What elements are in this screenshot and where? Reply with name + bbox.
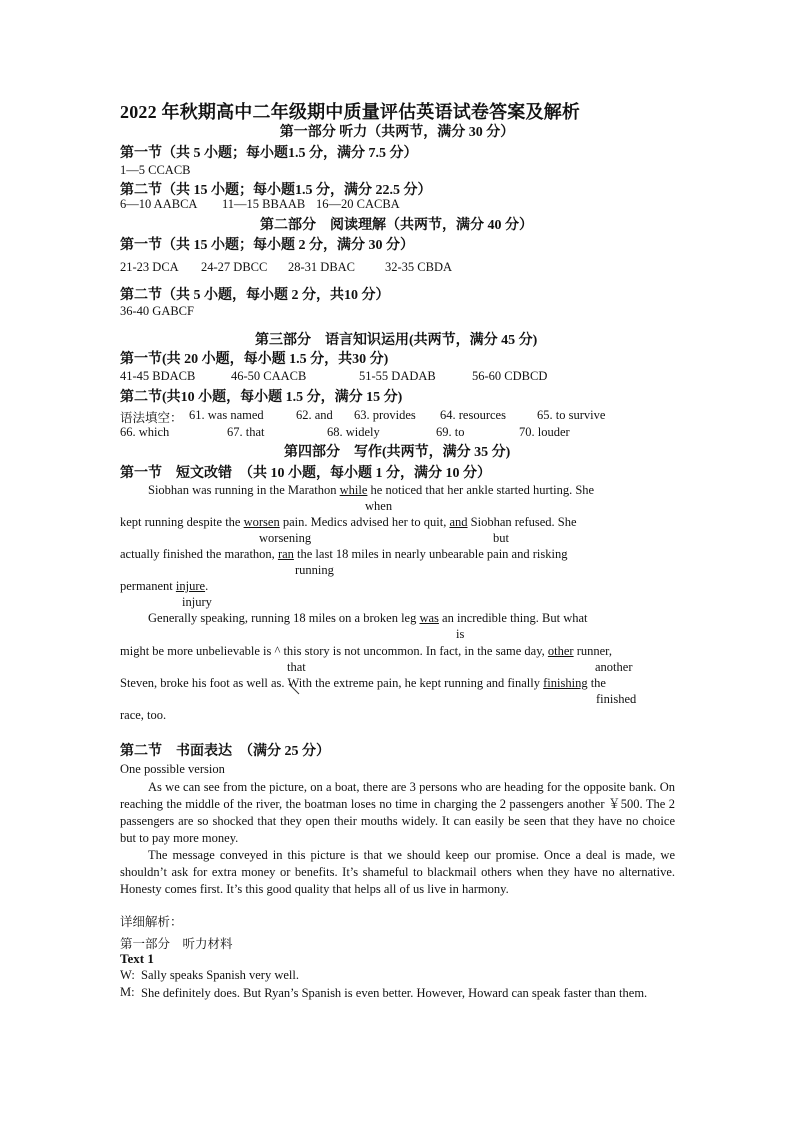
- grammar-answer: 66. which: [120, 425, 170, 439]
- part1-section1-answers: 1—5 CCACB: [120, 163, 191, 177]
- part4-section2-heading: 第二节 书面表达 （满分 25 分）: [120, 744, 330, 759]
- analysis-label: 详细解析：: [120, 915, 183, 929]
- grammar-answer: 61. was named: [189, 408, 264, 422]
- deletion-mark-icon: [287, 682, 301, 696]
- part2-section2-heading: 第二节（共 5 小题，每小题 2 分，共10 分）: [120, 288, 390, 303]
- answer-group: 21-23 DCA: [120, 260, 179, 274]
- essay-paragraph-1: As we can see from the picture, on a boat, there are 3 persons who are heading for the opposite bank. On reaching the middle of the river, the boatman loses no time in charging the 2 passengers another ￥500. The 2 passengers are so shocked that they open their mouths widely. It can easily be seen that they have no choice but to pay more money.: [120, 780, 675, 845]
- correction-note: another: [595, 660, 633, 674]
- answer-group: 11—15 BBAAB: [222, 197, 306, 211]
- part4-section1-heading: 第一节 短文改错 （共 10 小题，每小题 1 分，满分 10 分）: [120, 466, 491, 481]
- grammar-answer: 67. that: [227, 425, 265, 439]
- part1-heading: 第一部分 听力（共两节，满分 30 分）: [279, 125, 515, 140]
- grammar-answer: 64. resources: [440, 408, 506, 422]
- correction-note: running: [295, 563, 334, 577]
- grammar-answer: 63. provides: [354, 408, 416, 422]
- dialog-line-w: Sally speaks Spanish very well.: [141, 968, 299, 982]
- part1-section2-heading: 第二节（共 15 小题；每小题1.5 分，满分 22.5 分）: [120, 183, 432, 198]
- grammar-answer: 70. louder: [519, 425, 570, 439]
- correction-note: finished: [596, 692, 637, 706]
- correction-line-2: kept running despite the worsen pain. Medics advised her to quit, and Siobhan refused. She: [120, 515, 577, 529]
- part1-section1-heading: 第一节（共 5 小题；每小题1.5 分，满分 7.5 分）: [120, 146, 418, 161]
- part4-heading: 第四部分 写作(共两节，满分 35 分): [284, 445, 511, 460]
- answer-group: 16—20 CACBA: [316, 197, 400, 211]
- correction-line-1: Siobhan was running in the Marathon while he noticed that her ankle started hurting. She: [148, 483, 595, 497]
- part2-section2-answers: 36-40 GABCF: [120, 304, 194, 318]
- correction-note: is: [456, 627, 465, 641]
- answer-group: 56-60 CDBCD: [472, 369, 548, 383]
- grammar-label: 语法填空：: [120, 411, 183, 425]
- text-label: Text 1: [120, 951, 154, 966]
- answer-group: 6—10 AABCA: [120, 197, 198, 211]
- part3-heading: 第三部分 语言知识运用(共两节，满分 45 分): [255, 333, 538, 348]
- correction-line-5: Generally speaking, running 18 miles on a broken leg was an incredible thing. But what: [148, 611, 588, 625]
- correction-note: that: [287, 660, 306, 674]
- correction-note: injury: [182, 595, 212, 609]
- grammar-answer: 62. and: [296, 408, 333, 422]
- grammar-answer: 68. widely: [327, 425, 380, 439]
- analysis-part-label: 第一部分 听力材料: [120, 937, 233, 951]
- correction-line-4: permanent injure.: [120, 579, 209, 593]
- speaker-w: W:: [120, 968, 135, 982]
- correction-line-8: race, too.: [120, 708, 167, 722]
- version-label: One possible version: [120, 762, 225, 776]
- correction-line-7: Steven, broke his foot as well as. With the extreme pain, he kept running and finally finishing the: [120, 676, 606, 690]
- part2-heading: 第二部分 阅读理解（共两节，满分 40 分）: [260, 218, 533, 233]
- grammar-answer: 69. to: [436, 425, 465, 439]
- correction-note: worsening: [259, 531, 312, 545]
- answer-group: 46-50 CAACB: [231, 369, 307, 383]
- answer-group: 51-55 DADAB: [359, 369, 436, 383]
- speaker-m: M:: [120, 985, 135, 999]
- part3-section1-heading: 第一节(共 20 小题，每小题 1.5 分，共30 分): [120, 352, 389, 367]
- answer-group: 41-45 BDACB: [120, 369, 196, 383]
- correction-line-3: actually finished the marathon, ran the last 18 miles in nearly unbearable pain and risking: [120, 547, 568, 561]
- dialog-line-m: She definitely does. But Ryan’s Spanish is even better. However, Howard can speak faster than them.: [141, 986, 648, 1000]
- part3-section2-heading: 第二节(共10 小题，每小题 1.5 分，满分 15 分): [120, 390, 403, 405]
- part2-section1-heading: 第一节（共 15 小题；每小题 2 分，满分 30 分）: [120, 238, 414, 253]
- essay-paragraph-2: The message conveyed in this picture is that we should keep our promise. Once a deal is made, we shouldn’t ask for extra money or benefits. It’s shameful to blackmail others when they have no alternative. Honesty comes first. It’s this good quality that helps all of us live in harmony.: [120, 848, 675, 896]
- grammar-answer: 65. to survive: [537, 408, 606, 422]
- correction-note: but: [493, 531, 509, 545]
- correction-line-6: might be more unbelievable is ^ this story is not uncommon. In fact, in the same day, other runner,: [120, 644, 612, 658]
- answer-group: 28-31 DBAC: [288, 260, 356, 274]
- answer-group: 24-27 DBCC: [201, 260, 268, 274]
- answer-group: 32-35 CBDA: [385, 260, 453, 274]
- correction-note: when: [365, 499, 393, 513]
- document-title: 2022 年秋期高中二年级期中质量评估英语试卷答案及解析: [120, 102, 581, 122]
